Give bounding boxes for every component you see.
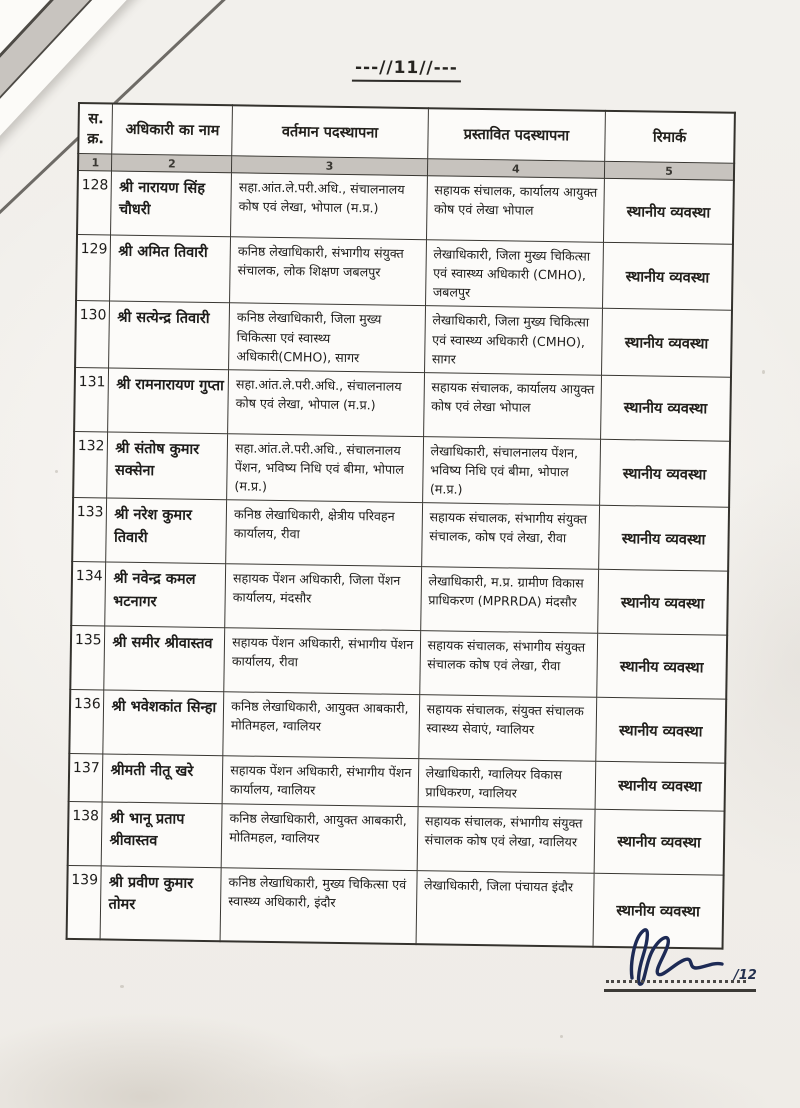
table-body — [67, 171, 734, 949]
cell-remark: स्थानीय व्यवस्था — [600, 439, 730, 507]
cell-serial-number: 134 — [71, 562, 106, 626]
cell-remark: स्थानीय व्यवस्था — [603, 178, 733, 244]
column-number: 2 — [112, 154, 232, 173]
table-row — [76, 235, 733, 311]
cell-serial-number: 130 — [75, 301, 110, 368]
cell-current-posting: कनिष्ठ लेखाधिकारी, जिला मुख्य चिकित्सा एवं स्वास्थ्य अधिकारी(CMHO), सागर — [229, 303, 425, 372]
cell-officer-name: श्री भानू प्रताप श्रीवास्तव — [102, 801, 223, 867]
cell-current-posting: सहा.आंत.ले.परी.अधि., संचालनालय पेंशन, भविष्य निधि एवं बीमा, भोपाल (म.प्र.) — [227, 434, 423, 503]
cell-remark: स्थानीय व्यवस्था — [595, 762, 725, 811]
cell-current-posting: सहायक पेंशन अधिकारी, जिला पेंशन कार्यालय, मंदसौर — [225, 564, 421, 631]
table-row — [75, 301, 732, 377]
table-row — [77, 171, 734, 245]
cell-serial-number: 137 — [69, 754, 104, 802]
cell-proposed-posting: लेखाधिकारी, जिला मुख्य चिकित्सा एवं स्वास्थ्य अधिकारी (CMHO), सागर — [424, 306, 602, 375]
cell-proposed-posting: लेखाधिकारी, जिला पंचायत इंदौर — [416, 870, 594, 947]
column-number: 5 — [604, 161, 734, 180]
cell-remark: स्थानीय व्यवस्था — [593, 873, 724, 949]
table-row — [74, 367, 731, 441]
header-current-posting: वर्तमान पदस्थापना — [232, 105, 428, 158]
cell-remark: स्थानीय व्यवस्था — [596, 698, 726, 764]
cell-officer-name: श्री नवेन्द्र कमल भटनागर — [105, 562, 226, 628]
header-remark: रिमार्क — [605, 111, 735, 163]
cell-serial-number: 135 — [70, 626, 105, 690]
cell-proposed-posting: सहायक संचालक, संभागीय संयुक्त संचालक कोष एवं लेखा, रीवा — [419, 631, 597, 698]
cell-serial-number: 132 — [73, 431, 108, 498]
page-number: ---//11//--- — [352, 58, 461, 83]
column-number: 4 — [427, 159, 605, 179]
cell-remark: स्थानीय व्यवस्था — [598, 570, 728, 636]
cell-serial-number: 138 — [68, 801, 103, 865]
cell-current-posting: कनिष्ठ लेखाधिकारी, आयुक्त आबकारी, मोतिमहल, ग्वालियर — [221, 803, 417, 870]
handwritten-signature — [624, 926, 742, 988]
cell-serial-number: 133 — [72, 498, 107, 562]
cell-current-posting: कनिष्ठ लेखाधिकारी, संभागीय संयुक्त संचालक, लोक शिक्षण जबलपुर — [230, 237, 426, 306]
table-row — [70, 626, 727, 700]
signature-dotted-line — [606, 980, 746, 983]
header-proposed-posting: प्रस्तावित पदस्थापना — [427, 108, 605, 161]
cell-remark: स्थानीय व्यवस्था — [602, 242, 732, 310]
cell-remark: स्थानीय व्यवस्था — [602, 309, 732, 377]
cell-proposed-posting: सहायक संचालक, संभागीय संयुक्त संचालक, कोष एवं लेखा, रीवा — [421, 503, 599, 570]
cell-remark: स्थानीय व्यवस्था — [601, 375, 731, 441]
cell-officer-name: श्री नरेश कुमार तिवारी — [106, 498, 227, 564]
scan-speckle — [120, 985, 124, 988]
cell-current-posting: सहा.आंत.ले.परी.अधि., संचालनालय कोष एवं लेखा, भोपाल (म.प्र.) — [231, 173, 427, 240]
cell-current-posting: कनिष्ठ लेखाधिकारी, मुख्य चिकित्सा एवं स्वास्थ्य अधिकारी, इंदौर — [220, 867, 417, 944]
cell-proposed-posting: लेखाधिकारी, जिला मुख्य चिकित्सा एवं स्वास्थ्य अधिकारी (CMHO), जबलपुर — [425, 240, 603, 309]
column-number: 3 — [232, 156, 428, 176]
cell-proposed-posting: सहायक संचालक, कार्यालय आयुक्त कोष एवं लेखा भोपाल — [426, 176, 604, 243]
cell-current-posting: कनिष्ठ लेखाधिकारी, आयुक्त आबकारी, मोतिमहल, ग्वालियर — [223, 692, 419, 759]
cell-current-posting: सहायक पेंशन अधिकारी, संभागीय पेंशन कार्यालय, रीवा — [224, 628, 420, 695]
cell-serial-number: 128 — [77, 171, 112, 235]
cell-officer-name: श्रीमती नीतू खरे — [103, 754, 223, 803]
cell-officer-name: श्री अमित तिवारी — [110, 235, 231, 303]
table-row — [71, 562, 728, 636]
table-row — [72, 498, 729, 572]
table-row — [69, 690, 726, 764]
cell-current-posting: कनिष्ठ लेखाधिकारी, क्षेत्रीय परिवहन कार्यालय, रीवा — [226, 500, 422, 567]
cell-current-posting: सहायक पेंशन अधिकारी, संभागीय पेंशन कार्यालय, ग्वालियर — [222, 756, 418, 806]
cell-officer-name: श्री सत्येन्द्र तिवारी — [109, 301, 230, 369]
scan-speckle — [55, 470, 58, 473]
cell-proposed-posting: सहायक संचालक, संभागीय संयुक्त संचालक कोष एवं लेखा, ग्वालियर — [417, 806, 595, 873]
cell-serial-number: 129 — [76, 235, 111, 302]
cell-officer-name: श्री संतोष कुमार सक्सेना — [107, 432, 228, 500]
cell-serial-number: 139 — [67, 865, 102, 939]
header-serial-number: स. क्र. — [78, 103, 113, 154]
scan-speckle — [762, 370, 765, 374]
column-number: 1 — [78, 154, 112, 172]
cell-remark: स्थानीय व्यवस्था — [597, 634, 727, 700]
next-page-ref: /12 — [734, 968, 757, 983]
cell-proposed-posting: सहायक संचालक, संयुक्त संचालक स्वास्थ्य सेवाएं, ग्वालियर — [418, 695, 596, 762]
cell-proposed-posting: सहायक संचालक, कार्यालय आयुक्त कोष एवं लेखा भोपाल — [423, 373, 601, 440]
table-row — [68, 801, 725, 875]
table-row — [73, 431, 730, 507]
document-table-wrapper — [66, 102, 736, 950]
cell-proposed-posting: लेखाधिकारी, संचालनालय पेंशन, भविष्य निधि एवं बीमा, भोपाल (म.प्र.) — [422, 437, 600, 506]
cell-proposed-posting: लेखाधिकारी, म.प्र. ग्रामीण विकास प्राधिकरण (MPRRDA) मंदसौर — [420, 567, 598, 634]
cell-current-posting: सहा.आंत.ले.परी.अधि., संचालनालय कोष एवं लेखा, भोपाल (म.प्र.) — [228, 370, 424, 437]
header-officer-name: अधिकारी का नाम — [112, 104, 232, 156]
cell-officer-name: श्री नारायण सिंह चौधरी — [111, 171, 232, 237]
signature-underline — [604, 989, 756, 992]
cell-officer-name: श्री समीर श्रीवास्तव — [104, 626, 225, 692]
cell-serial-number: 136 — [69, 690, 104, 754]
scan-speckle — [560, 1035, 563, 1038]
cell-serial-number: 131 — [74, 367, 109, 431]
cell-officer-name: श्री रामनारायण गुप्ता — [108, 368, 229, 434]
cell-proposed-posting: लेखाधिकारी, ग्वालियर विकास प्राधिकरण, ग्वालियर — [418, 759, 596, 809]
transfer-order-table — [66, 102, 736, 950]
cell-officer-name: श्री भवेशकांत सिन्हा — [103, 690, 224, 756]
cell-remark: स्थानीय व्यवस्था — [599, 506, 729, 572]
cell-officer-name: श्री प्रवीण कुमार तोमर — [101, 865, 222, 941]
cell-remark: स्थानीय व्यवस्था — [594, 809, 724, 875]
